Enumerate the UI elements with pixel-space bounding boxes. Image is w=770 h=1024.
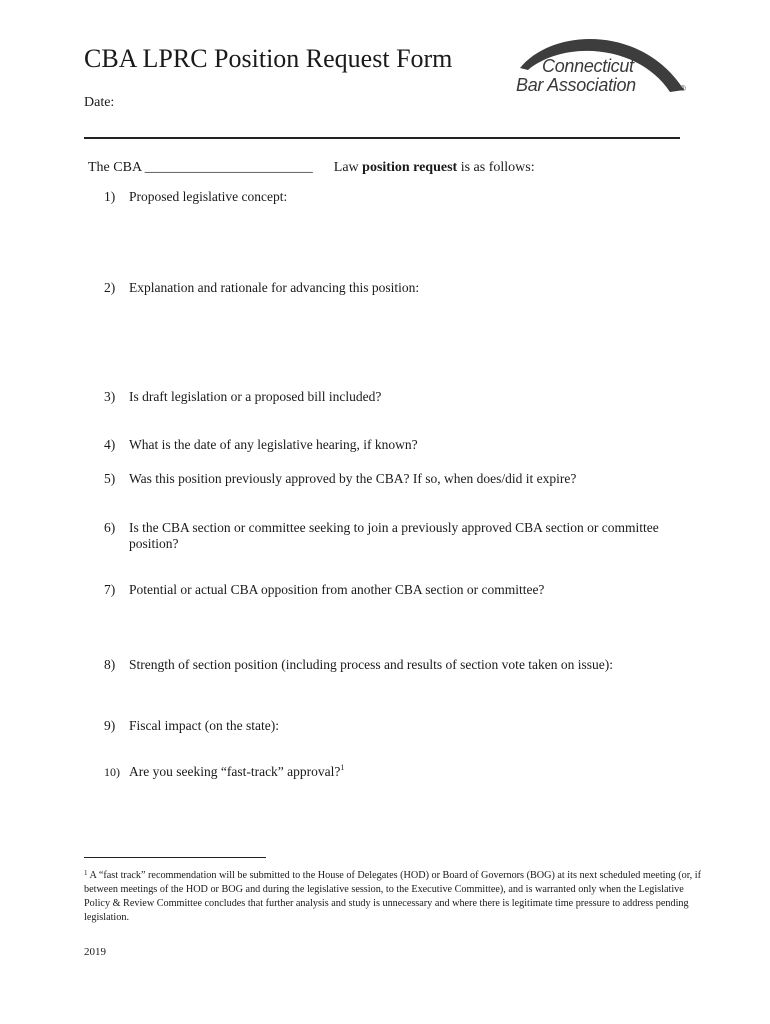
question-2 [104, 280, 419, 296]
cba-logo [512, 30, 692, 100]
footnote-text: A “fast track” recommendation will be submitted to the House of Delegates (HOD) or Board of Governors (BOG) at its next scheduled meeting (or, if between meetings of the HOD or BOG and during the legislative session, to the Executive Committee), and is warranted only when the Legislative Policy & Review Committee concludes that further analysis and study is unnecessary and where there is legitimate time pressure to address pending legislation. [84, 870, 702, 923]
question-number: 3) [104, 389, 116, 404]
question-number: 1) [104, 189, 116, 204]
question-number: 2) [104, 280, 116, 295]
footnote-divider [84, 857, 266, 858]
question-number: 8) [104, 657, 116, 672]
registered-mark: ® [680, 84, 686, 93]
date-label: Date: [84, 95, 115, 110]
question-9 [104, 718, 279, 734]
question-8 [104, 657, 613, 673]
question-text: Potential or actual CBA opposition from another CBA section or committee? [129, 582, 545, 597]
question-text: Fiscal impact (on the state): [129, 718, 279, 733]
section-name-blank[interactable]: ________________________ [144, 160, 313, 175]
header-divider [84, 137, 680, 139]
question-number: 9) [104, 718, 116, 733]
footnote [84, 866, 704, 925]
logo-line-1: Connecticut [542, 56, 634, 76]
question-number: 10) [104, 765, 120, 779]
question-7 [104, 582, 544, 598]
question-text: Strength of section position (including process and results of section vote taken on issue): [129, 657, 614, 672]
intro-prefix: The CBA [88, 160, 142, 175]
question-text: What is the date of any legislative hearing, if known? [129, 437, 418, 452]
footnote-marker: 1 [84, 869, 88, 877]
question-number: 6) [104, 520, 116, 535]
question-text-continued: position? [129, 536, 179, 551]
question-text: Is the CBA section or committee seeking to join a previously approved CBA section or committee [129, 520, 659, 535]
intro-bold: position request [362, 160, 458, 175]
question-number: 5) [104, 471, 116, 486]
question-3 [104, 389, 381, 405]
question-10 [104, 763, 344, 780]
question-text: Is draft legislation or a proposed bill included? [129, 389, 382, 404]
question-number: 7) [104, 582, 116, 597]
question-4 [104, 437, 418, 453]
question-number: 4) [104, 437, 116, 452]
intro-sentence [88, 160, 535, 176]
footnote-ref[interactable]: 1 [340, 763, 345, 772]
question-text: Are you seeking “fast-track” approval? [129, 764, 341, 779]
question-text: Proposed legislative concept: [129, 189, 288, 204]
intro-middle: Law [333, 160, 359, 175]
footer-year: 2019 [84, 946, 106, 958]
intro-suffix: is as follows: [460, 160, 535, 175]
logo-line-2: Bar Association [516, 75, 636, 95]
question-6 [104, 520, 659, 552]
page-title: CBA LPRC Position Request Form [84, 44, 453, 73]
question-1 [104, 189, 287, 205]
question-text: Explanation and rationale for advancing this position: [129, 280, 420, 295]
question-5 [104, 471, 576, 487]
question-text: Was this position previously approved by the CBA? If so, when does/did it expire? [129, 471, 577, 486]
